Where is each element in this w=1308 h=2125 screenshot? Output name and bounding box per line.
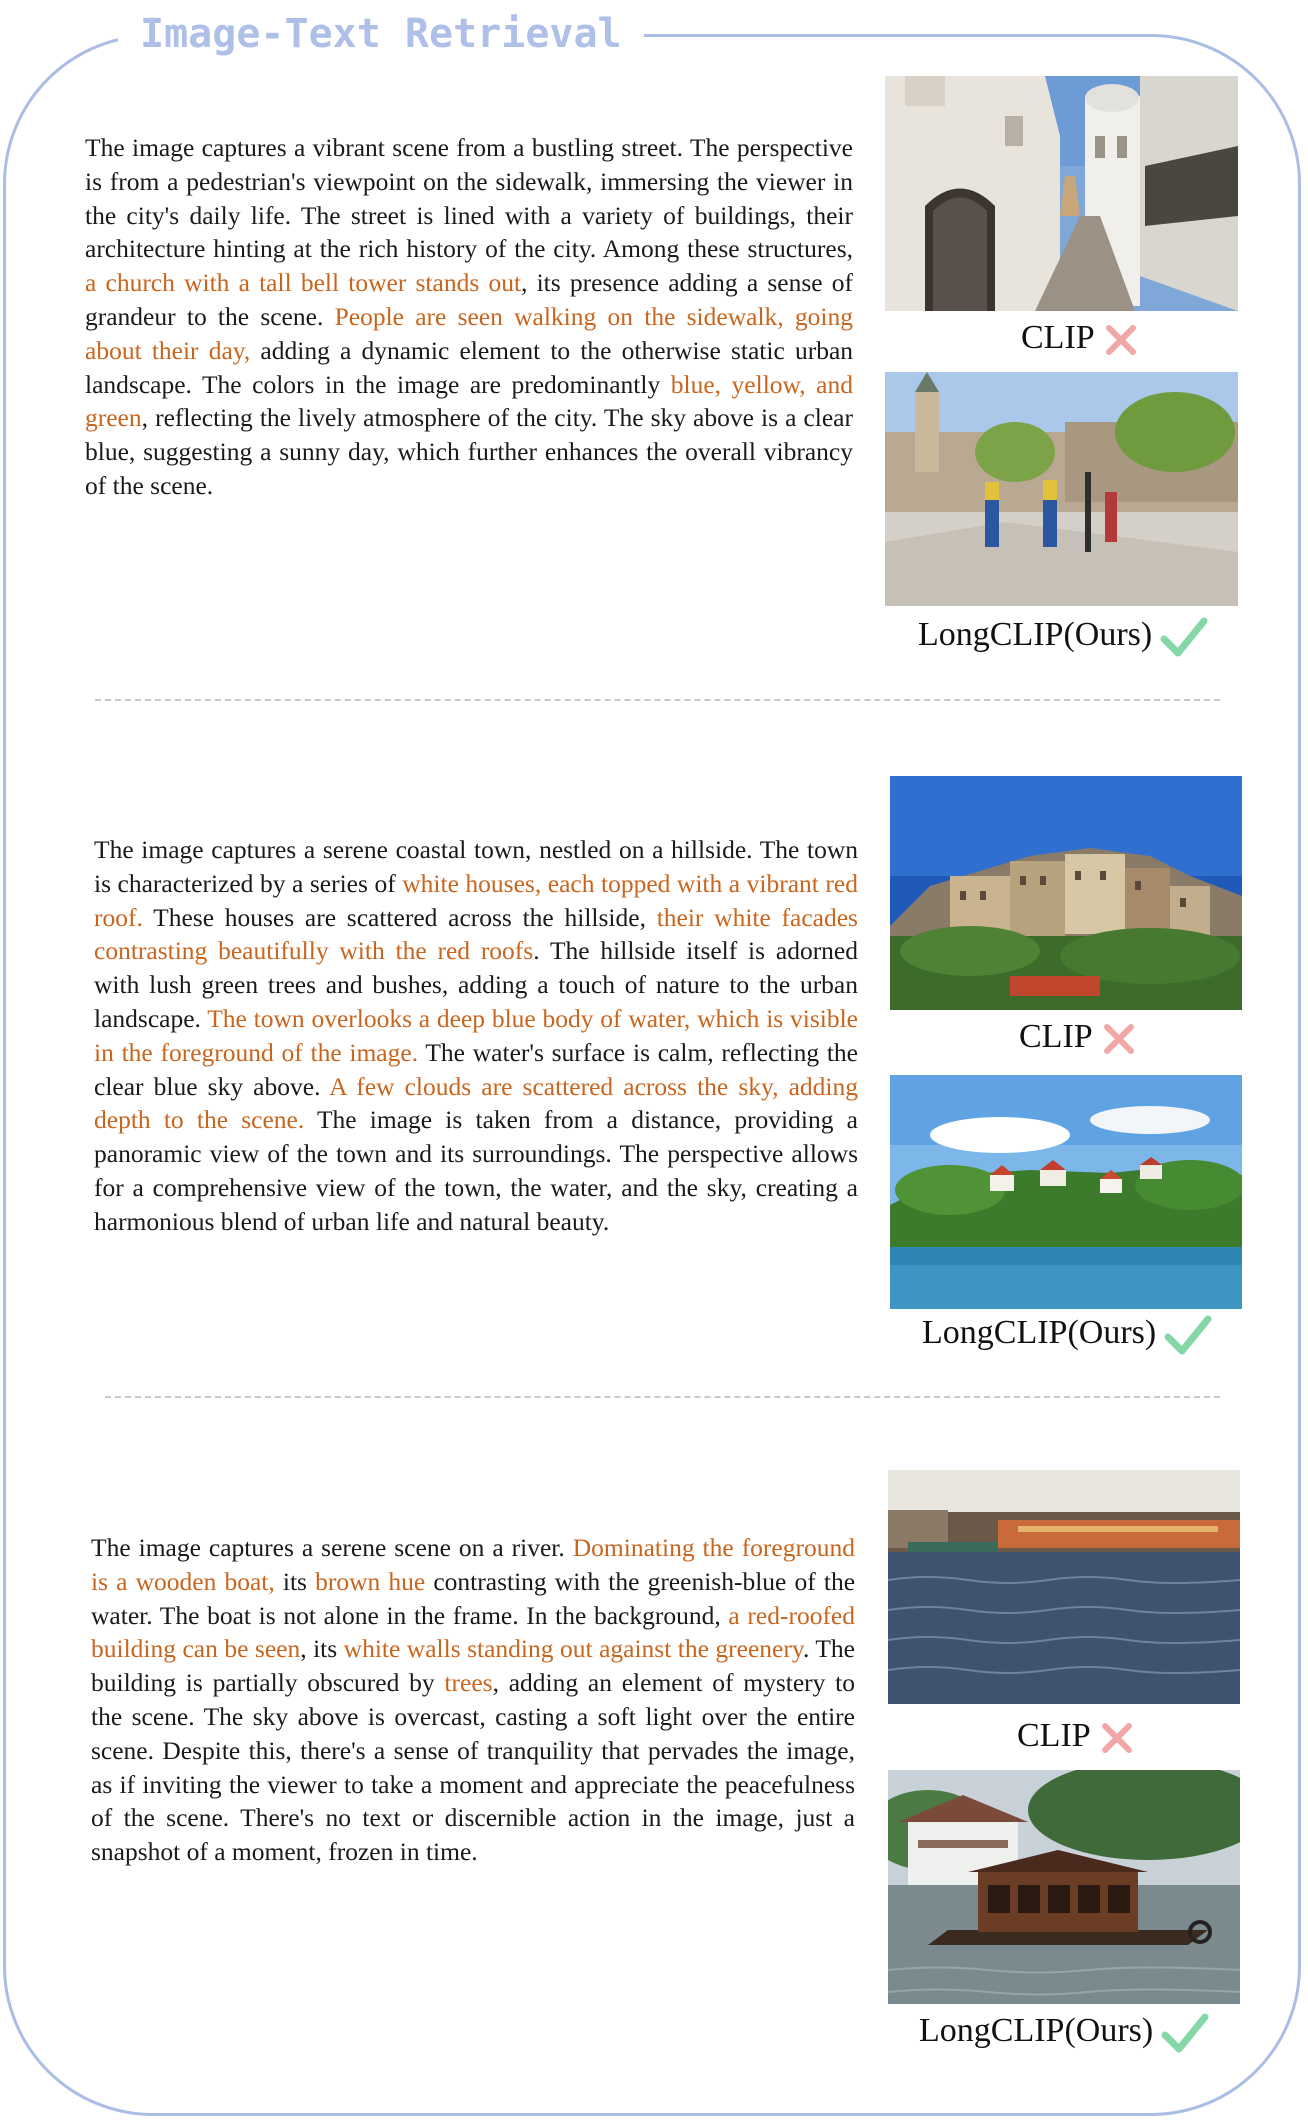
- highlighted-phrase: a red-roofed building can be seen: [91, 1600, 856, 1664]
- highlighted-phrase: white walls standing out against the greenery: [343, 1634, 803, 1664]
- highlighted-phrase: trees: [444, 1668, 493, 1698]
- longclip-label: LongCLIP(Ours): [918, 616, 1153, 653]
- caption-segment: , adding an element of mystery to the scene. The sky above is overcast, casting a soft light over the entire scene. Despite this, there's a sense of tranquility that pervades the image, as if inviting the viewer to take a moment and appreciate the peacefulness of the scene. There's no text or discernible action in the image, just a snapshot of a moment, frozen in time.: [91, 1668, 855, 1867]
- check-icon: [1164, 1313, 1212, 1357]
- highlighted-phrase: their white facades contrasting beautifully with the red roofs: [94, 902, 858, 966]
- caption-segment: These houses are scattered across the hillside,: [142, 902, 657, 932]
- clip-result: [1017, 1716, 1135, 1756]
- caption-segment: The image captures a serene coastal town, nestled on a hillside. The town is characterized by a series of: [94, 835, 858, 898]
- longclip-result: [919, 2011, 1209, 2055]
- clip-result: [1019, 1017, 1137, 1057]
- caption-segment: . The building is partially obscured by: [91, 1634, 855, 1698]
- highlighted-phrase: The town overlooks a deep blue body of water, which is visible in the foreground of the image.: [94, 1003, 858, 1067]
- highlighted-phrase: People are seen walking on the sidewalk, going about their day,: [85, 301, 853, 365]
- caption-segment: The image captures a vibrant scene from a bustling street. The perspective is from a pedestrian's viewpoint on the sidewalk, immersing the viewer in the city's daily life. The street is lined with a variety of buildings, their architecture hinting at the rich history of the city. Among these structures,: [85, 133, 853, 264]
- clip-label: CLIP: [1021, 319, 1095, 356]
- cross-icon: [1099, 1720, 1135, 1756]
- caption-text: [91, 1531, 855, 1869]
- clip-label: CLIP: [1019, 1018, 1093, 1055]
- highlighted-phrase: A few clouds are scattered across the sky, adding depth to the scene.: [94, 1071, 858, 1135]
- clip-retrieved-image: [885, 76, 1238, 311]
- longclip-result: [922, 1313, 1212, 1357]
- dashed-divider: [95, 699, 1220, 701]
- check-icon: [1160, 615, 1208, 659]
- caption-segment: , reflecting the lively atmosphere of the city. The sky above is a clear blue, suggesting a sunny day, which further enhances the overall vibrancy of the scene.: [85, 403, 853, 500]
- clip-result: [1021, 318, 1139, 358]
- highlighted-phrase: brown hue: [315, 1566, 426, 1596]
- caption-segment: adding a dynamic element to the otherwise static urban landscape. The colors in the image are predominantly: [85, 335, 854, 399]
- highlighted-phrase: Dominating the foreground is a wooden boat,: [91, 1533, 855, 1596]
- caption-text: [85, 131, 853, 503]
- caption-segment: . The hillside itself is adorned with lush green trees and bushes, adding a touch of nature to the urban landscape.: [94, 936, 858, 1033]
- caption-segment: The image captures a serene scene on a river.: [91, 1533, 573, 1562]
- cross-icon: [1103, 322, 1139, 358]
- caption-segment: contrasting with the greenish-blue of the water. The boat is not alone in the frame. In the background,: [91, 1566, 856, 1630]
- longclip-retrieved-image: [885, 372, 1238, 606]
- caption-segment: its: [274, 1566, 316, 1596]
- cross-icon: [1101, 1021, 1137, 1057]
- longclip-label: LongCLIP(Ours): [919, 2012, 1154, 2049]
- figure-title: Image-Text Retrieval: [118, 8, 644, 60]
- clip-retrieved-image: [888, 1470, 1240, 1704]
- longclip-retrieved-image: [890, 1075, 1242, 1309]
- clip-label: CLIP: [1017, 1717, 1091, 1754]
- caption-segment: The image is taken from a distance, providing a panoramic view of the town and its surroundings. The perspective allows for a comprehensive view of the town, the water, and the sky, creating a harmonious blend of urban life and natural beauty.: [94, 1105, 858, 1236]
- highlighted-phrase: white houses, each topped with a vibrant red roof.: [94, 868, 858, 932]
- longclip-result: [918, 615, 1208, 659]
- dashed-divider: [105, 1396, 1220, 1398]
- caption-segment: , its: [300, 1634, 344, 1664]
- longclip-retrieved-image: [888, 1770, 1240, 2004]
- longclip-label: LongCLIP(Ours): [922, 1314, 1157, 1351]
- highlighted-phrase: blue, yellow, and green: [85, 369, 853, 433]
- caption-segment: The water's surface is calm, reflecting the clear blue sky above.: [94, 1037, 858, 1101]
- caption-segment: , its presence adding a sense of grandeur to the scene.: [85, 268, 853, 331]
- highlighted-phrase: a church with a tall bell tower stands out: [85, 268, 522, 298]
- clip-retrieved-image: [890, 776, 1242, 1010]
- caption-text: [94, 833, 858, 1239]
- check-icon: [1161, 2011, 1209, 2055]
